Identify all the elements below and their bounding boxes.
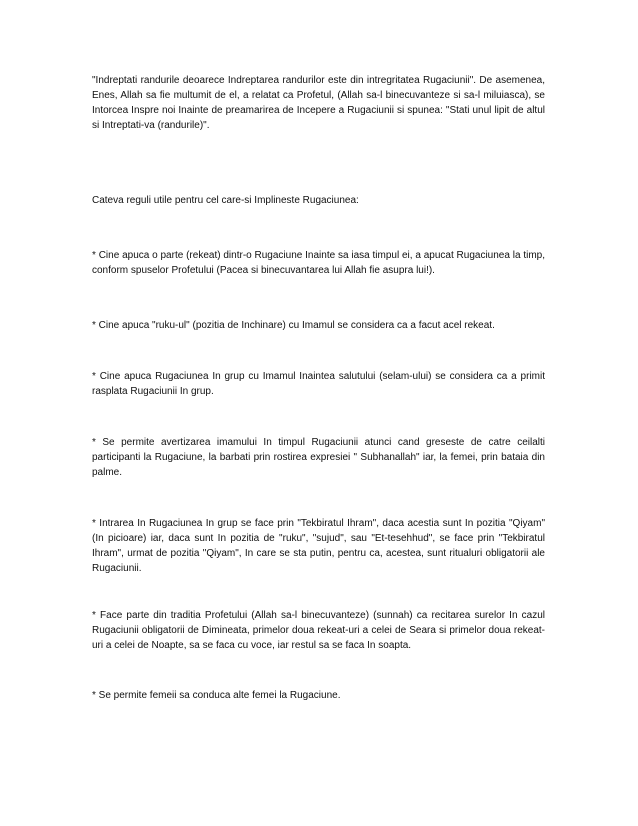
rules-heading: Cateva reguli utile pentru cel care-si Implineste Rugaciunea: bbox=[92, 195, 359, 206]
rule-paragraph: * Cine apuca "ruku-ul" (pozitia de Inchinare) cu Imamul se considera ca a facut acel rekeat. bbox=[92, 320, 495, 331]
rule-paragraph: * Intrarea In Rugaciunea In grup se face prin "Tekbiratul Ihram", daca acestia sunt In pozitia "Qiyam" (In picioare) iar, daca sunt In pozitia de "ruku", "sujud", sau "Et-tesehhud", se face prin "Tekbiratul Ihram", urmat de pozitia "Qiyam", In care se sta putin, pentru ca, acestea, sunt ritualuri obligatorii ale Rugaciunii. bbox=[92, 518, 545, 574]
rule-paragraph: * Face parte din traditia Profetului (Allah sa-l binecuvanteze) (sunnah) ca recitarea surelor In cazul Rugaciunii obligatorii de Dimineata, primelor doua rekeat-uri a celei de Seara si primelor doua rekeat-uri a celei de Noapte, sa se faca cu voce, iar restul sa se faca In soapta. bbox=[92, 610, 545, 651]
rule-paragraph: * Cine apuca Rugaciunea In grup cu Imamul Inaintea salutului (selam-ului) se considera ca a primit rasplata Rugaciunii In grup. bbox=[92, 371, 545, 397]
rule-paragraph: * Se permite avertizarea imamului In timpul Rugaciunii atunci cand greseste de catre ceilalti participanti la Rugaciune, la barbati prin rostirea expresiei " Subhanallah" iar, la femei, prin bataia din palme. bbox=[92, 437, 545, 478]
intro-paragraph: "Indreptati randurile deoarece Indreptarea randurilor este din intregritatea Rugaciunii". De asemenea, Enes, Allah sa fie multumit de el, a relatat ca Profetul, (Allah sa-l binecuvanteze si sa-l miluiasca), se Intorcea Inspre noi Inainte de preamarirea de Incepere a Rugaciunii si spunea: "Stati unul lipit de altul si Intreptati-va (randurile)". bbox=[92, 75, 545, 131]
rule-paragraph: * Se permite femeii sa conduca alte femei la Rugaciune. bbox=[92, 690, 341, 701]
rule-paragraph: * Cine apuca o parte (rekeat) dintr-o Rugaciune Inainte sa iasa timpul ei, a apucat Rugaciunea la timp, conform spuselor Profetului (Pacea si binecuvantarea lui Allah fie asupra lui!). bbox=[92, 250, 545, 276]
